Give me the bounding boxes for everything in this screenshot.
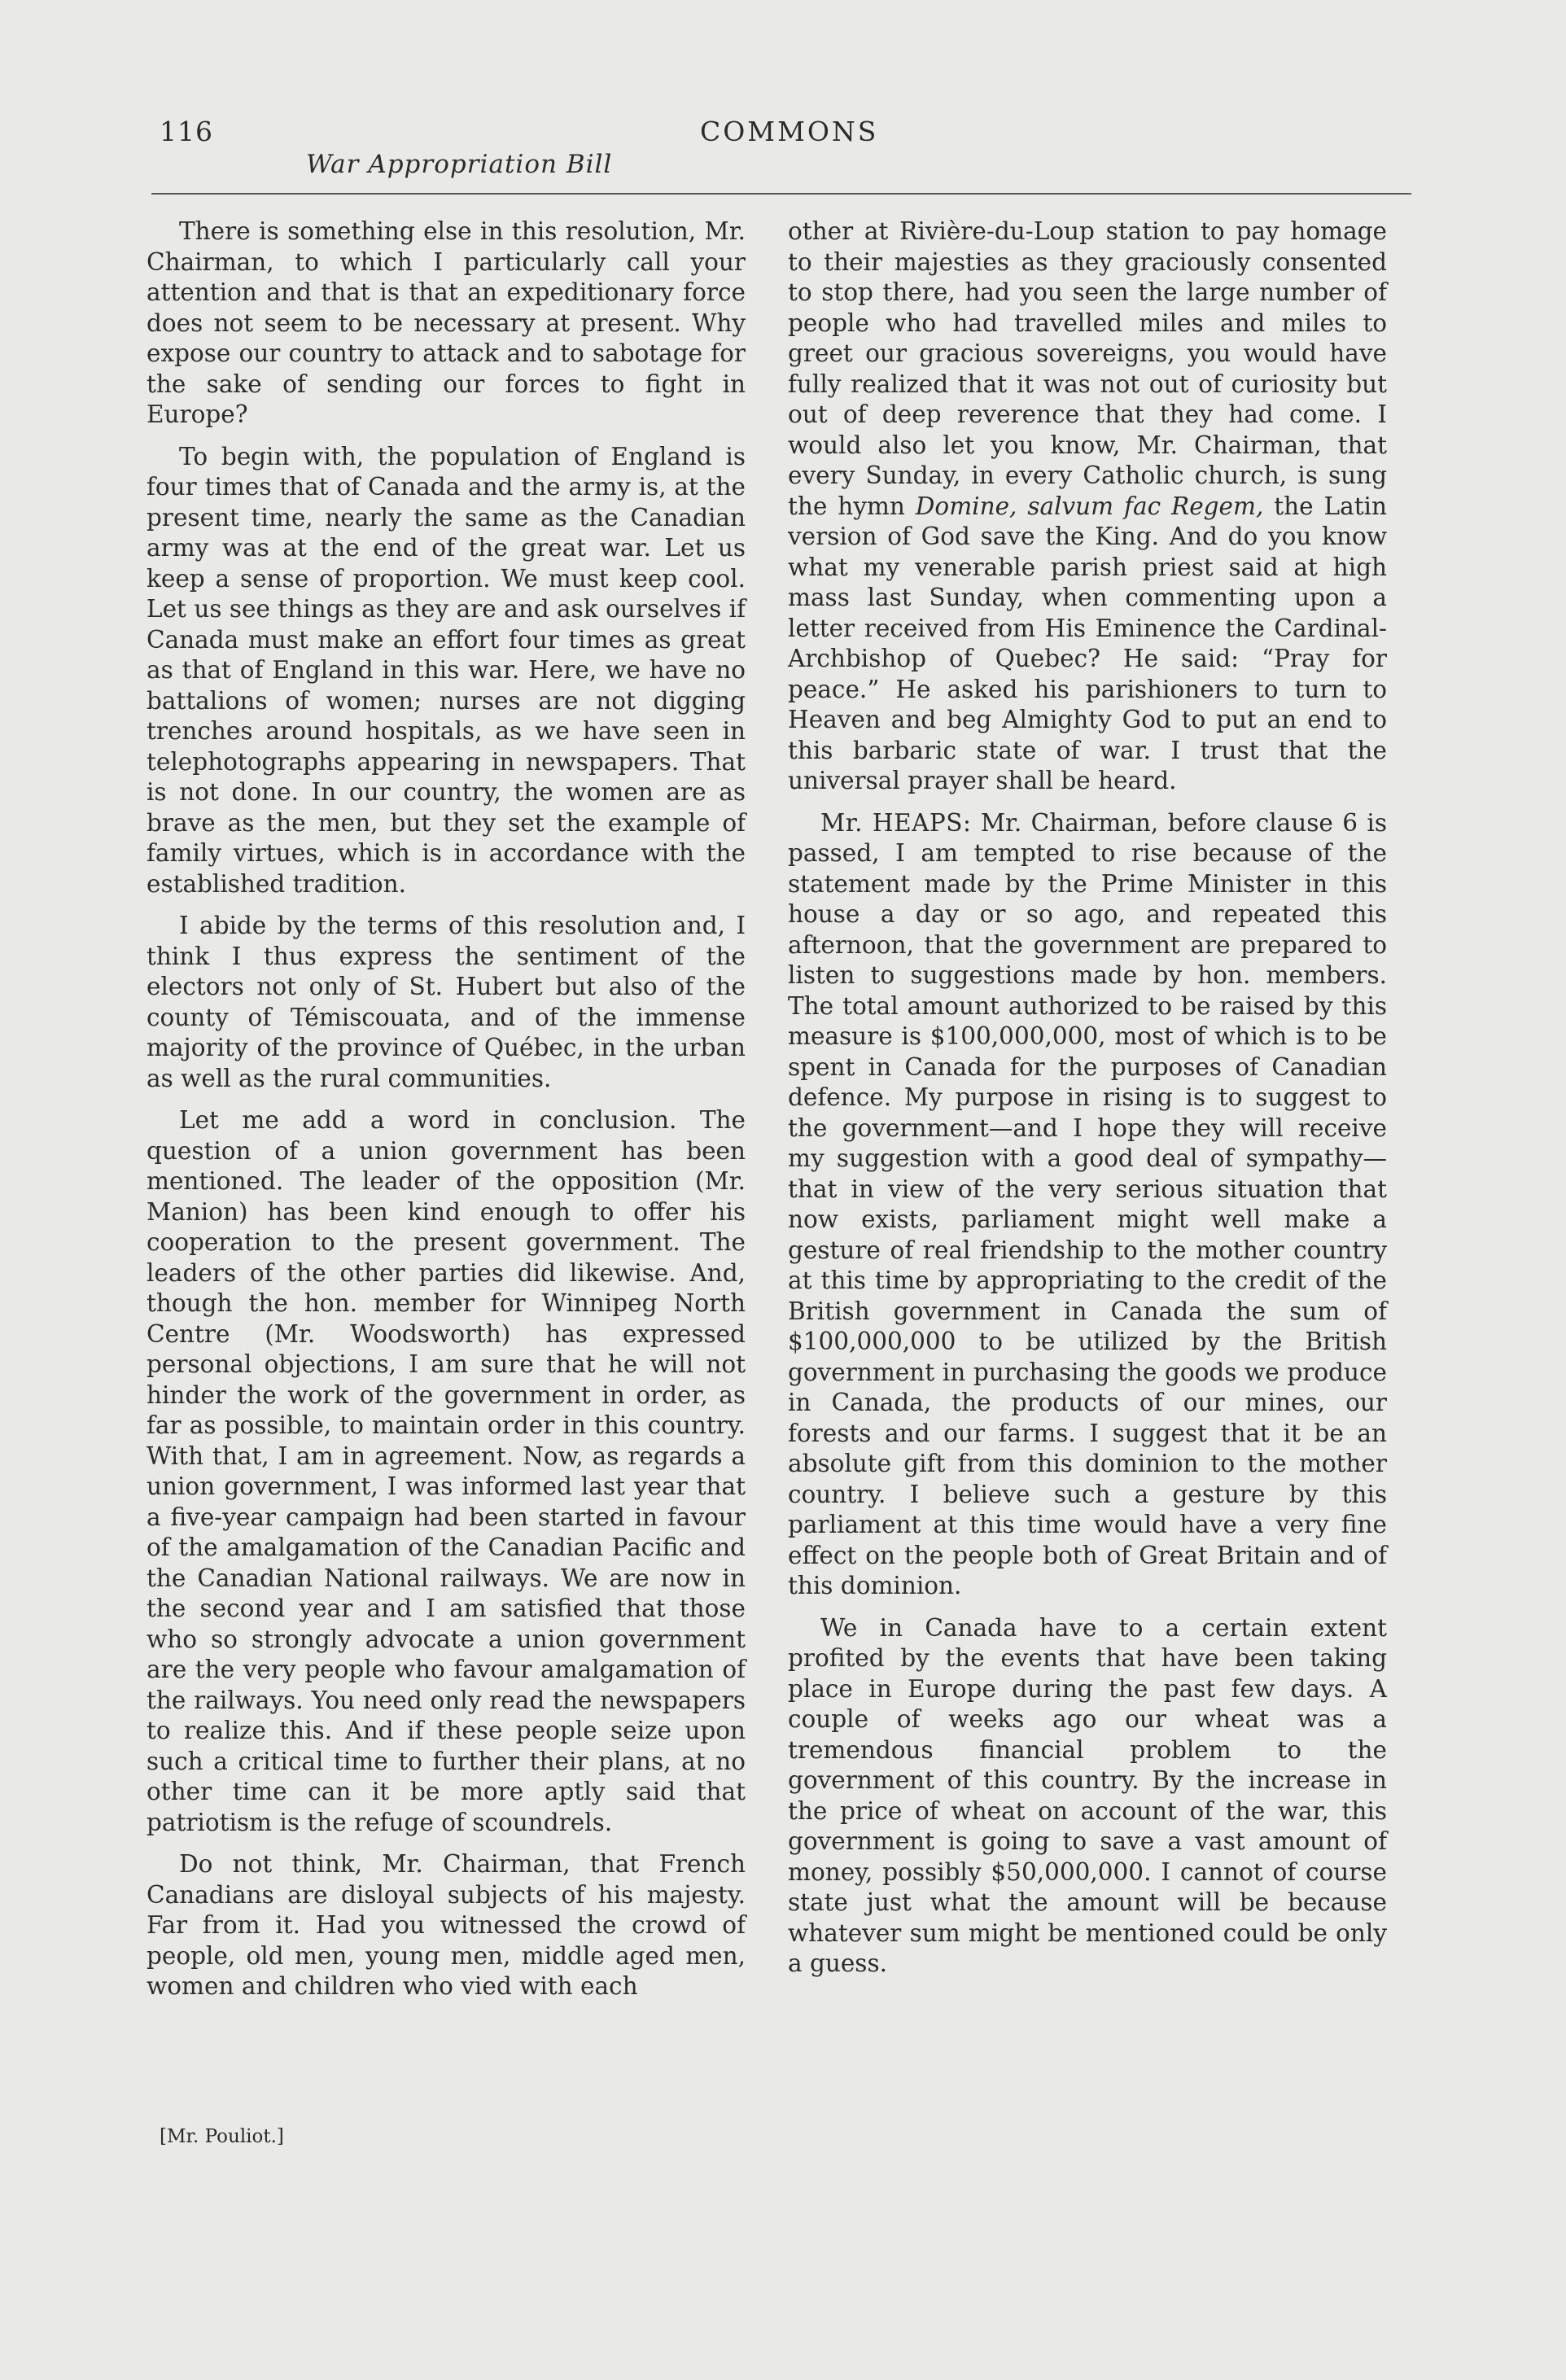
running-title: COMMONS: [700, 116, 879, 147]
speaker-name: Mr. HEAPS:: [820, 808, 972, 837]
paragraph: There is something else in this resolution, Mr. Chairman, to which I particularly call your attention and that is that an expeditionary force does not seem to be necessary at present. Why expose our country to attack and to sabotage for the sake of sending our forces to fight in Europe?: [147, 217, 746, 428]
latin-hymn-title: Domine, salvum fac Regem,: [915, 492, 1264, 520]
paragraph-text: other at Rivière-du-Loup station to pay homage to their majesties as they graciously consented to stop there, had you seen the large number of people who had travelled miles and miles to greet our gracious sovereigns, you would have fully realized that it was not out of curiosity but out of deep reverence that they had come. I would also let you know, Mr. Chairman, that every Sunday, in every Catholic church, is sung the hymn: [788, 217, 1387, 520]
speech-text: Mr. Chairman, before clause 6 is passed, I am tempted to rise because of the statement made by the Prime Minister in this house a day or so ago, and repeated this afternoon, that the government are prepared to listen to suggestions made by hon. members. The total amount authorized to be raised by this measure is $100,000,000, most of which is to be spent in Canada for the purposes of Canadian defence. My purpose in rising is to suggest to the government—and I hope they will receive my suggestion with a good deal of sympathy—that in view of the very serious situation that now exists, parliament might well make a gesture of real friendship to the mother country at this time by appropriating to the credit of the British government in Canada the sum of $100,000,000 to be utilized by the British government in purchasing the goods we produce in Canada, the products of our mines, our forests and our farms. I suggest that it be an absolute gift from this dominion to the mother country. I believe such a gesture by this parliament at this time would have a very fine effect on the people both of Great Britain and of this dominion.: [788, 808, 1387, 1599]
section-title: War Appropriation Bill: [306, 150, 613, 179]
paragraph: To begin with, the population of England is four times that of Canada and the army is, at the present time, nearly the same as the Canadian army was at the end of the great war. Let us keep a sense of proportion. We must keep cool. Let us see things as they are and ask ourselves if Canada must make an effort four times as great as that of England in this war. Here, we have no battalions of women; nurses are not digging trenches around hospitals, as we have seen in telephotographs appearing in newspapers. That is not done. In our country, the women are as brave as the men, but they set the example of family virtues, which is in accordance with the established tradition.: [147, 442, 746, 898]
paragraph: We in Canada have to a certain extent profited by the events that have been taking place in Europe during the past few days. A couple of weeks ago our wheat was a tremendous financial problem to the government of this country. By the increase in the price of wheat on account of the war, this government is going to save a vast amount of money, possibly $50,000,000. I cannot of course state just what the amount will be because whatever sum might be mentioned could be only a guess.: [788, 1613, 1387, 1977]
header-rule: [151, 193, 1411, 195]
paragraph: Let me add a word in conclusion. The question of a union government has been mentioned. The leader of the opposition (Mr. Manion) has been kind enough to offer his cooperation to the present government. The leaders of the other parties did likewise. And, though the hon. member for Winnipeg North Centre (Mr. Woodsworth) has expressed personal objections, I am sure that he will not hinder the work of the government in order, as far as possible, to maintain order in this country. With that, I am in agreement. Now, as regards a union government, I was informed last year that a five-year campaign had been started in favour of the amalgamation of the Canadian Pacific and the Canadian National railways. We are now in the second year and I am satisfied that those who so strongly advocate a union government are the very people who favour amalgamation of the railways. You need only read the newspapers to realize this. And if these people seize upon such a critical time to further their plans, at no other time can it be more aptly said that patriotism is the refuge of scoundrels.: [147, 1106, 746, 1836]
paragraph: [788, 217, 1387, 797]
paragraph: I abide by the terms of this resolution and, I think I thus express the sentiment of the electors not only of St. Hubert but also of the county of Témiscouata, and of the immense majority of the province of Québec, in the urban as well as the rural communities.: [147, 912, 746, 1092]
paragraph: Do not think, Mr. Chairman, that French Canadians are disloyal subjects of his majesty. Far from it. Had you witnessed the crowd of people, old men, young men, middle aged men, women and children who vied with each: [147, 1850, 746, 2000]
page-number: 116: [160, 116, 213, 147]
speaker-footnote: [Mr. Pouliot.]: [160, 2126, 284, 2147]
right-column: [788, 217, 1387, 1991]
paragraph: [788, 808, 1387, 1602]
left-column: [147, 217, 746, 2014]
paragraph-text: the Latin version of God save the King. And do you know what my venerable parish priest said at high mass last Sunday, when commenting upon a letter received from His Eminence the Cardinal-Archbishop of Quebec? He said: “Pray for peace.” He asked his parishioners to turn to Heaven and beg Almighty God to put an end to this barbaric state of war. I trust that the universal prayer shall be heard.: [788, 492, 1387, 794]
